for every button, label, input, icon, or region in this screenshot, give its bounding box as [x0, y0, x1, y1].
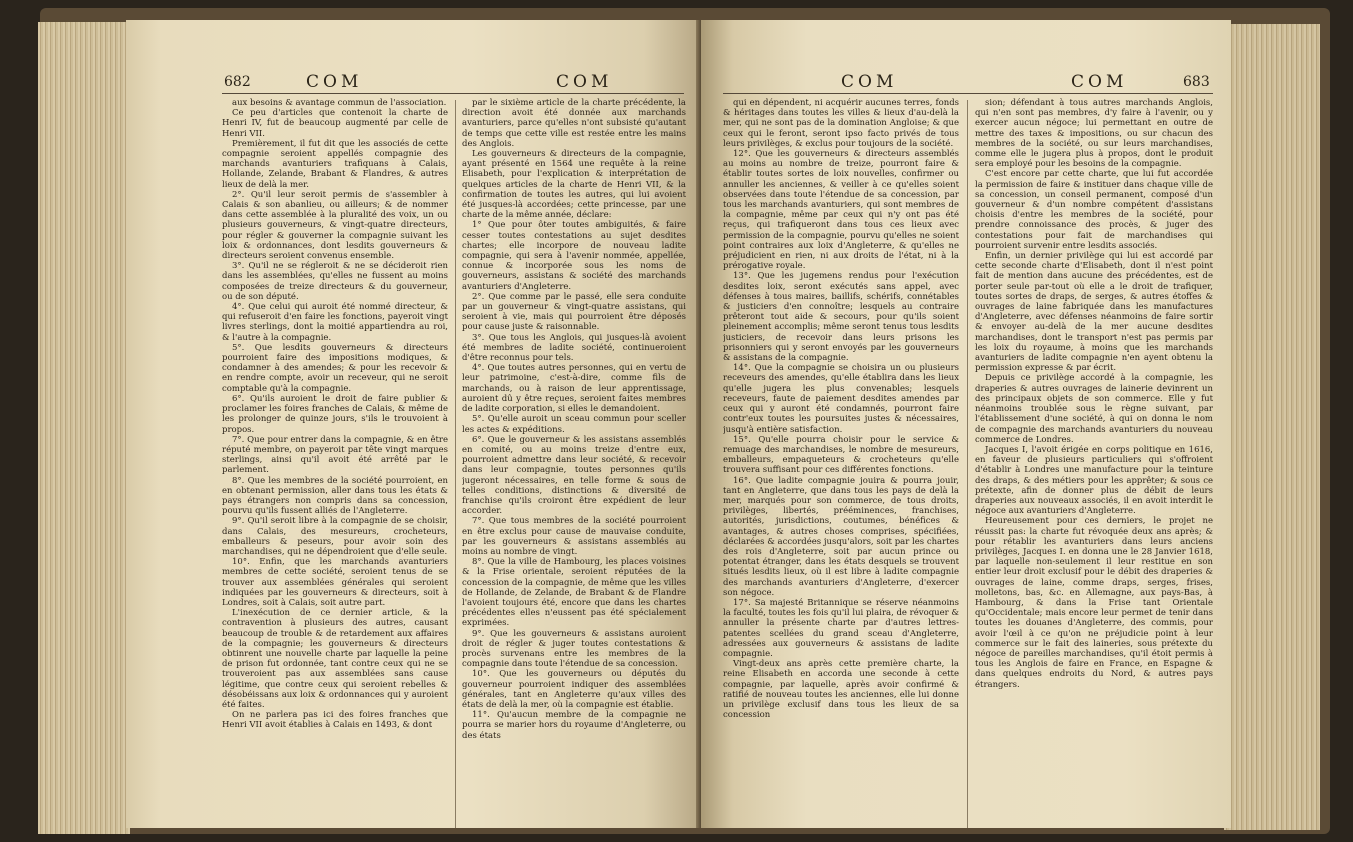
- right-page-number: 683: [1183, 74, 1210, 90]
- right-running-head-2: COM: [1071, 72, 1128, 92]
- paragraph: 4°. Que toutes autres personnes, qui en vertu de leur patrimoine, c'est-à-dire, comme fils de marchands, ou à raison de leur apprentissage, auroient dû y être reçues, seroient faites membres de ladite corporation, si elles le demandoient.: [462, 363, 686, 415]
- left-running-head-1: COM: [306, 72, 363, 92]
- paragraph: 7°. Que pour entrer dans la compagnie, & en être réputé membre, on payeroit par tête vingt marques sterlings, ainsi qu'il avoit été arrêté par le parlement.: [222, 434, 448, 476]
- paragraph: 5°. Qu'elle auroit un sceau commun pour sceller les actes & expéditions.: [462, 414, 686, 435]
- paragraph: 2°. Que comme par le passé, elle sera conduite par un gouverneur & vingt-quatre assistans, qui seroient à vie, mais qui pourroient être déposés pour cause juste & raisonnable.: [462, 291, 686, 333]
- right-column-1: [723, 98, 959, 822]
- paragraph: par le sixième article de la charte précédente, la direction avoit été donnée aux marchands avanturiers, parce qu'elles n'ont subsisté qu'autant de temps que cette ville est restée entre les mains des Anglois.: [462, 98, 686, 149]
- paragraph: 6°. Que le gouverneur & les assistans assemblés en comité, ou au moins treize d'entre eux, pourroient admettre dans leur société, & recevoir dans leur compagnie, toutes personnes qu'ils jugeront nécessaires, en telle forme & sous de telles conditions, distinctions & diversité de franchise qu'ils croiront être expédient de leur accorder.: [462, 434, 686, 517]
- paragraph: 6°. Qu'ils auroient le droit de faire publier & proclamer les foires franches de Calais, & même de les prolonger de quinze jours, s'ils le trouvoient à propos.: [222, 393, 448, 435]
- paragraph: 10°. Enfin, que les marchands avanturiers membres de cette société, seroient tenus de se trouver aux assemblées générales qui seroient indiquées par les gouverneurs & directeurs, soit à Londres, soit à Calais, soit autre part.: [222, 557, 448, 608]
- paragraph: Vingt-deux ans après cette première charte, la reine Elisabeth en accorda une seconde à cette compagnie, par laquelle, après avoir confirmé & ratifié de nouveau toutes les anciennes, elle lui donne un privilège exclusif dans tous les lieux de sa concession: [723, 659, 959, 721]
- paragraph: Heureusement pour ces derniers, le projet ne réussit pas: la charte fut révoquée deux ans après; & pour rétablir les avanturiers dans leurs anciens privilèges, Jacques I. en donna une le 28 Janvier 1618, par laquelle non-seulement il leur restitue en son entier leur droit exclusif pour le débit des draperies & ouvrages de laine, comme draps, serges, frises, molletons, bas, &c. en Allemagne, aux pays-Bas, à Hambourg, & dans la Frise tant Orientale qu'Occidentale; mais encore leur permet de tenir dans toutes les douanes d'Angleterre, des commis, pour avoir l'œil à ce qu'on ne préjudicie point à leur commerce sur le fait des laineries, sous prétexte du négoce de pareilles marchandises, qu'il étoit permis à tous les Anglois de faire en France, en Espagne & dans quelques endroits du Nord, & autres pays étrangers.: [975, 516, 1213, 690]
- right-header-rule: [723, 93, 1213, 94]
- paragraph: 13°. Que les jugemens rendus pour l'exécution desdites loix, seront exécutés sans appel, avec défenses à tous maires, baillifs, schérifs, connétables & justiciers d'en connoître; lesquels au contraire prêteront tout aide & secours, pour qu'ils soient pleinement accomplis; même seront tenus tous lesdits justiciers, de recevoir dans leurs prisons les prisonniers qui y seront envoyés par les gouverneurs & assistans de la compagnie.: [723, 271, 959, 364]
- paragraph: 9°. Qu'il seroit libre à la compagnie de se choisir, dans Calais, des mesureurs, crocheteurs, emballeurs & peseurs, pour avoir soin des marchandises, qui ne dépendroient que d'elle seule.: [222, 516, 448, 557]
- right-running-head-1: COM: [841, 72, 898, 92]
- paragraph: 11°. Qu'aucun membre de la compagnie ne pourra se marier hors du royaume d'Angleterre, ou des états: [462, 710, 686, 741]
- paragraph: On ne parlera pas ici des foires franches que Henri VII avoit établies à Calais en 1493, & dont: [222, 710, 448, 731]
- paragraph: 14°. Que la compagnie se choisira un ou plusieurs receveurs des amendes, qu'elle établira dans les lieux qu'elle jugera les plus convenables; lesquels receveurs, faute de paiement desdites amendes par ceux qui y auront été condamnés, pourront faire contr'eux toutes les poursuites justes & nécessaires, jusqu'à entière satisfaction.: [723, 363, 959, 435]
- paragraph: C'est encore par cette charte, que lui fut accordée la permission de faire & instituer dans chaque ville de sa concession, un conseil permanent, composé d'un gouverneur & d'un nombre compétent d'assistans choisis d'entre les membres de la société, pour prendre connoissance des procès, & juger des contestations pour fait de marchandises qui pourroient survenir entre lesdits associés.: [975, 169, 1213, 251]
- paragraph: 17°. Sa majesté Britannique se réserve néanmoins la faculté, toutes les fois qu'il lui plaira, de révoquer & annuller la présente charte par d'autres lettres-patentes scellées du grand sceau d'Angleterre, adressées aux gouverneurs & assistans de ladite compagnie.: [723, 597, 959, 659]
- paragraph: L'inexécution de ce dernier article, & la contravention à plusieurs des autres, causant beaucoup de trouble & de retardement aux affaires de la compagnie; les gouverneurs & directeurs obtinrent une nouvelle charte par laquelle la peine de prison fut ordonnée, tant contre ceux qui ne se trouveroient pas aux assemblées sans cause légitime, que contre ceux qui seroient rebelles & désobéissans aux loix & ordonnances qui y auroient été faites.: [222, 608, 448, 710]
- right-column-2: [975, 98, 1213, 822]
- right-page: [701, 20, 1231, 828]
- paragraph: 9°. Que les gouverneurs & assistans auroient droit de régler & juger toutes contestations & procès survenans entre les membres de la compagnie dans toute l'étendue de sa concession.: [462, 628, 686, 670]
- left-running-head-2: COM: [556, 72, 613, 92]
- left-page-edges: [38, 22, 130, 834]
- paragraph: Ce peu d'articles que contenoit la charte de Henri IV, fut de beaucoup augmenté par celle de Henri VII.: [222, 108, 448, 139]
- paragraph: 4°. Que celui qui auroit été nommé directeur, & qui refuseroit d'en faire les fonctions, payeroit vingt livres sterlings, dont la moitié appartiendra au roi, & l'autre à la compagnie.: [222, 302, 448, 343]
- paragraph: Depuis ce privilège accordé à la compagnie, les draperies & autres ouvrages de lainerie devinrent un des principaux objets de son commerce. Elle y fut néanmoins troublée sous le règne suivant, par l'établissement d'une société, à qui on donna le nom de compagnie des marchands avanturiers du nouveau commerce de Londres.: [975, 373, 1213, 445]
- paragraph: 1° Que pour ôter toutes ambiguités, & faire cesser toutes contestations au sujet desdites chartes; elle incorpore de nouveau ladite compagnie, qui sera à l'avenir nommée, appellée, connue & incorporée sous les noms de gouverneurs, assistans & société des marchands avanturiers d'Angleterre.: [462, 220, 686, 292]
- paragraph: 7°. Que tous membres de la société pourroient en être exclus pour cause de mauvaise conduite, par les gouverneurs & assistans assemblés au moins au nombre de vingt.: [462, 516, 686, 557]
- paragraph: 16°. Que ladite compagnie jouira & pourra jouir, tant en Angleterre, que dans tous les pays de delà la mer, marqués pour son commerce, de tous droits, privilèges, libertés, prééminences, franchises, autorités, jurisdictions, coutumes, bénéfices & avantages, & autres choses comprises, spécifiées, déclarées & accordées jusqu'alors, soit par les chartes des rois d'Angleterre, soit par aucun prince ou potentat étranger, dans les états desquels se trouvent situés lesdits lieux, où il est libre à ladite compagnie des marchands avanturiers d'Angleterre, d'exercer son négoce.: [723, 475, 959, 598]
- left-column-divider: [455, 100, 456, 828]
- left-column-2: [462, 98, 686, 822]
- right-page-edges: [1224, 24, 1320, 830]
- paragraph: aux besoins & avantage commun de l'association.: [232, 98, 447, 108]
- right-column-divider: [967, 100, 968, 828]
- paragraph: 8°. Que les membres de la société pourroient, en en obtenant permission, aller dans tous les états & pays étrangers non compris dans sa concession, pourvu qu'ils fussent alliés de l'Angleterre.: [222, 475, 448, 517]
- paragraph: Jacques I, l'avoit érigée en corps politique en 1616, en faveur de plusieurs particuliers qui s'offroient d'établir à Londres une manufacture pour la teinture des draps, & des métiers pour les apprêter; & sous ce prétexte, afin de donner plus de débit de leurs draperies aux nouveaux associés, il en avoit interdit le négoce aux avanturiers d'Angleterre.: [975, 444, 1213, 517]
- left-page: [126, 20, 701, 828]
- paragraph: 10°. Que les gouverneurs ou députés du gouverneur pourroient indiquer des assemblées générales, tant en Angleterre qu'aux villes des états de delà la mer, où la compagnie est établie.: [462, 669, 686, 710]
- paragraph: Les gouverneurs & directeurs de la compagnie, ayant présenté en 1564 une requête à la reine Elisabeth, pour l'explication & interprétation de quelques articles de la charte de Henri VII, & la confirmation de toutes les autres, qui lui avoient été jusques-là accordées; cette princesse, par une charte de la même année, déclare:: [462, 149, 686, 221]
- paragraph: 3°. Que tous les Anglois, qui jusques-là avoient été membres de ladite société, continueroient d'être reconnus pour tels.: [462, 332, 686, 364]
- paragraph: 8°. Que la ville de Hambourg, les places voisines & la Frise orientale, seroient réputées de la concession de la compagnie, de même que les villes de Hollande, de Zelande, de Brabant & de Flandre l'avoient toujours été, encore que dans les chartes précédentes elles n'eussent pas été spécialement exprimées.: [462, 557, 686, 629]
- paragraph: Enfin, un dernier privilège qui lui est accordé par cette seconde charte d'Elisabeth, dont il n'est point fait de mention dans aucune des précédentes, est de porter seule par-tout où elle a le droit de trafiquer, toutes sortes de draps, de serges, & autres étoffes & ouvrages de laine fabriquée dans les manufactures d'Angleterre, avec défenses néanmoins de faire sortir & envoyer au-delà de la mer aucune desdites marchandises, dont le transport n'est pas permis par les loix du royaume, à moins que les marchands avanturiers de ladite compagnie n'en ayent obtenu la permission expresse & par écrit.: [975, 251, 1213, 374]
- left-column-1: [222, 98, 448, 822]
- paragraph: 5°. Que lesdits gouverneurs & directeurs pourroient faire des impositions modiques, & condamner à des amendes; & pour les recevoir & en rendre compte, avoir un receveur, qui ne seroit comptable qu'à la compagnie.: [222, 342, 448, 394]
- paragraph: Premièrement, il fut dit que les associés de cette compagnie seroient appellés compagnie des marchands avanturiers trafiquans à Calais, Hollande, Zelande, Brabant & Flandres, & autres lieux de delà la mer.: [222, 138, 448, 190]
- paragraph: 15°. Qu'elle pourra choisir pour le service & remuage des marchandises, le nombre de mesureurs, emballeurs, empaqueteurs & crocheteurs qu'elle trouvera suffisant pour ces différentes fonctions.: [723, 434, 959, 476]
- left-header-rule: [222, 93, 684, 94]
- left-page-number: 682: [224, 74, 251, 90]
- paragraph: 12°. Que les gouverneurs & directeurs assemblés au moins au nombre de treize, pourront faire & établir toutes sortes de loix nouvelles, confirmer ou annuller les anciennes, & veiller à ce qu'elles soient observées dans toute l'étendue de sa concession, par tous les marchands avanturiers, qui sont membres de la compagnie, même par ceux qui n'y ont pas été reçus, qui trafiqueront dans tous ces lieux avec permission de la compagnie, pourvu qu'elles ne soient point contraires aux loix d'Angleterre, & qu'elles ne préjudicient en rien, ni aux droits de l'état, ni à la prérogative royale.: [723, 149, 959, 272]
- paragraph: 3°. Qu'il ne se régleroit & ne se décideroit rien dans les assemblées, qu'elles ne fussent au moins composées de treize directeurs & du gouverneur, ou de son député.: [222, 261, 448, 302]
- paragraph: qui en dépendent, ni acquérir aucunes terres, fonds & héritages dans toutes les villes & lieux d'au-delà la mer, qui ne sont pas de la domination Angloise; & que ceux qui le feront, seront ipso facto privés de tous leurs privilèges, & exclus pour toujours de la société.: [723, 98, 959, 149]
- paragraph: 2°. Qu'il leur seroit permis de s'assembler à Calais & son abanlieu, ou ailleurs; & de nommer dans cette assemblée à la pluralité des voix, un ou plusieurs gouverneurs, & vingt-quatre directeurs, pour régler & gouverner la compagnie suivant les loix & ordonnances, dont lesdits gouverneurs & directeurs seroient convenus ensemble.: [222, 189, 448, 262]
- paragraph: sion; défendant à tous autres marchands Anglois, qui n'en sont pas membres, d'y faire à l'avenir, ou y exercer aucun négoce; lui permettant en outre de mettre des taxes & impositions, ou sur chacun des membres de la société, ou sur leurs marchandises, comme elle le jugera plus à propos, dont le produit sera employé pour les besoins de la compagnie.: [975, 98, 1213, 170]
